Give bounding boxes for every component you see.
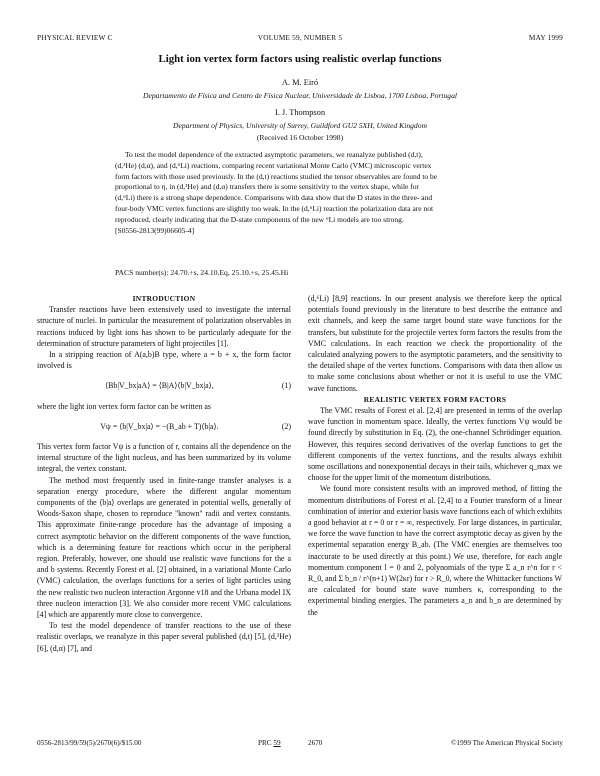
paper-title: Light ion vertex form factors using realistic overlap functions [158,53,442,65]
abstract-line: four-body VMC vertex functions are slightly too weak. In the (d,⁶Li) reaction the polarization data are not [115,203,434,213]
footer-volume: 59 [273,739,281,747]
paragraph: Transfer reactions have been extensively used to investigate the internal structure of nuclei. In particular the measurement of polarization observables in reactions induced by light ions has shown to be particularly adequate for the determination of structure parameters of light projectiles [1]. [37,305,291,348]
footer-journal [258,739,281,747]
footer-journal-name: PRC [258,739,272,747]
equation-1 [37,380,291,391]
paragraph: The VMC results of Forest et al. [2,4] are presented in terms of the overlap wave function in momentum space. Ideally, the vertex functions Vψ would be found directly by substitution in Eq. (2), the one-channel Schrödinger equation. However, this requires second derivatives of the overlap functions to get the different components of the vertex functions, and the results always exhibit some oscillations and nonexponential decays in their tails, whichever q_max we choose for the upper limit of the momentum distributions. [308,406,562,483]
author-1-name: A. M. Eiró [281,78,319,87]
section-heading-vertex-form-factors: REALISTIC VERTEX FORM FACTORS [363,394,507,404]
equation-2-number: (2) [281,421,291,431]
left-column [37,293,291,654]
running-header-volume: VOLUME 59, NUMBER 5 [257,33,343,42]
footer-page-number: 2670 [308,739,323,747]
paragraph: The method most frequently used in finite-range transfer analyses is a separation energy procedure, where the different angular momentum components of the ⟨b|a⟩ overlaps are generated in potential wells, generally of Woods-Saxon shape, chosen to reproduce ''known'' radii and vertex constants. This approximate finite-range procedure has the advantage of imposing a correct asymptotic behavior on the different components of the wave function, which is a determining feature for reactions which occur in the peripheral region. Preferably, however, one should use realistic wave functions for the a and b systems. Recently Forest et al. [2] obtained, in a variational Monte Carlo (VMC) calculation, the overlaps functions for a series of light particles using the new realistic two nucleon interaction Argonne v18 and the Urbana model IX three nucleon interaction [3]. We also consider more recent VMC calculations [4] which are apparently more close to convergence. [37,475,291,620]
footer-code: 0556-2813/99/59(5)/2670(6)/$15.00 [37,739,142,747]
paragraph: In a stripping reaction of A(a,b)B type, where a = b + x, the form factor involved is [37,350,291,371]
pacs-numbers: PACS number(s): 24.70.+s, 24.10.Eq, 25.10.+s, 25.45.Hi [115,268,289,277]
author-2-affiliation: Department of Physics, University of Surrey, Guildford GU2 5XH, United Kingdom [172,121,427,130]
paragraph: (d,⁶Li) [8,9] reactions. In our present analysis we therefore keep the optical potentials found previously in the literature to best describe the entrance and exit channels, and keep the same target bound state wave functions for the transfers, but substitute for the projectile vertex form factors the results from the VMC calculations. In each reaction we check the proportionality of the calculated analyzing powers to the asymptotic parameters, and the sensitivity to the detailed shape of the vertex functions. Comparisons with data then allow us to make some conclusions about whether or not it is useful to use the VMC wave functions. [308,294,562,393]
paragraph: To test the model dependence of transfer reactions to the use of these realistic overlaps, we reanalyze in this paper several published (d,t) [5], (d,³He) [6], (d,α) [7], and [37,621,291,653]
paragraph: This vertex form factor Vψ is a function of r, contains all the dependence on the internal structure of the light nucleus, and has been summarized by its volume integral, the vertex constant. [37,442,291,474]
abstract [115,150,497,236]
paragraph: We found more consistent results with an improved method, of fitting the momentum distributions of Forest et al. [2,4] to a Fourier transform of a linear combination of interior and exterior basis wave functions each of which exhibits a good behavior at r = 0 or r = ∞, respectively. For large distances, in particular, we force the wave function to have the correct asymptotic decay as given by the experimental separation energy B_ab. (The VMC energies are themselves too inaccurate to be used directly at this point.) We use, therefore, for each angle momentum component l = 0 and 2, polynomials of the type Σ a_n r^n for r < R_0, and Σ b_n / r^(n+1) W(2κr) for r > R_0, where the Whittacker functions W are calculated for bound state wave numbers κ, corresponding to the experimental binding energies. The parameters a_n and b_n are determined by the [308,484,562,617]
abstract-line: form factors with those used previously. In the (d,t) reactions studied the tensor observables are found to be [115,171,438,181]
abstract-line: reproduced, clearly indicating that the D-state components of the new ⁶Li models are too strong. [115,214,404,224]
equation-2-body: Vψ = ⟨b|V_bx|a⟩ = −(B_ab + T)⟨b|a⟩. [100,421,219,431]
section-heading-introduction: INTRODUCTION [132,294,196,303]
footer-copyright: ©1999 The American Physical Society [451,739,563,747]
author-2-name: I. J. Thompson [274,108,326,117]
equation-1-body: ⟨Bb|V_bx|aA⟩ = ⟨B|A⟩⟨b|V_bx|a⟩, [105,381,214,391]
author-1-affiliation: Departamento de Física and Centro de Física Nuclear, Universidade de Lisboa, 1700 Lisboa, Portugal [143,91,457,100]
equation-2 [37,421,291,432]
abstract-line: To test the model dependence of the extracted asymptotic parameters, we reanalyze published (d,t), [125,150,423,159]
abstract-line: proportional to η, in (d,³He) and (d,α) transfers there is some sensitivity to the vertex shape, while for [115,182,419,192]
equation-1-number: (1) [281,381,291,391]
abstract-line: (d,⁶Li) there is a strong shape dependence. Comparisons with data show that the D states in the three- and [115,193,433,203]
right-column [308,293,562,618]
received-date: (Received 16 October 1998) [256,133,344,142]
running-header-journal: PHYSICAL REVIEW C [37,33,113,42]
paragraph: where the light ion vertex form factor can be written as [37,401,211,411]
abstract-line: [S0556-2813(99)06605-4] [115,225,195,235]
running-header-date: MAY 1999 [528,33,563,42]
abstract-line: (d,³He) (d,α), and (d,⁶Li) reactions, comparing recent variational Monte Carlo (VMC) microscopic vertex [115,160,432,170]
